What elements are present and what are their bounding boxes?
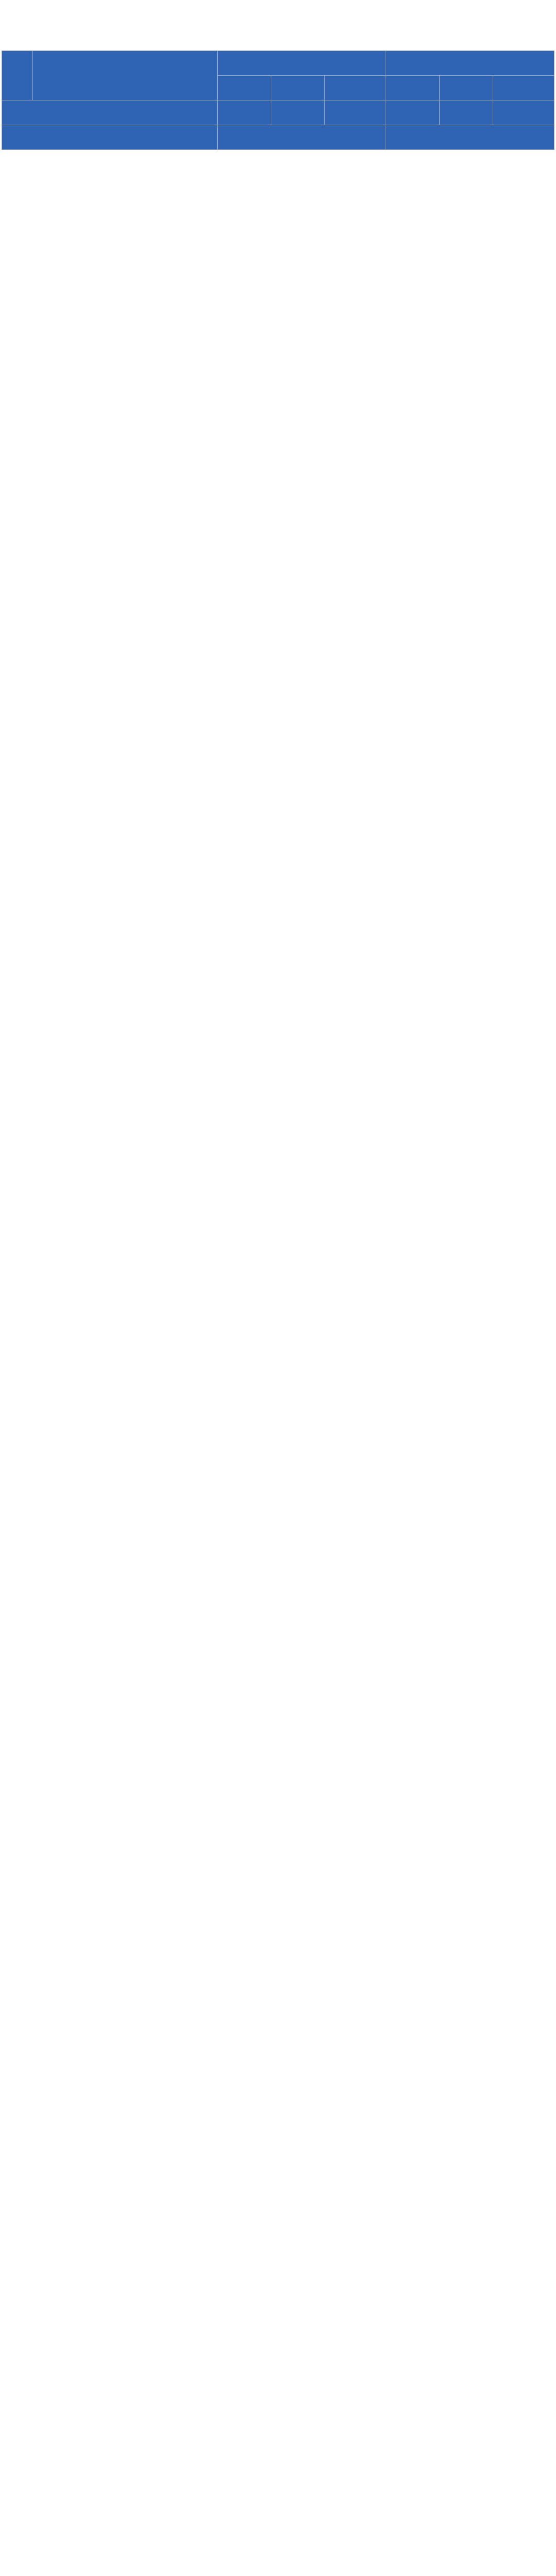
subtotal-2024-acd — [493, 100, 554, 125]
header-2025-d — [271, 76, 324, 100]
header-school — [32, 51, 217, 100]
header-no — [2, 51, 33, 100]
header-2025-ac — [217, 76, 271, 100]
header-2024 — [386, 51, 554, 76]
subtotal-2025-d — [271, 100, 324, 125]
header-2024-d — [439, 76, 493, 100]
total-2024 — [386, 125, 554, 150]
subtotal-2025-acd — [324, 100, 386, 125]
table-header — [2, 51, 554, 100]
header-2025 — [217, 51, 386, 76]
subtotal-2024-d — [439, 100, 493, 125]
quota-table — [2, 50, 554, 150]
subtotal-2024-ac — [386, 100, 439, 125]
total-label — [2, 125, 218, 150]
header-2024-ac — [386, 76, 439, 100]
header-2025-acd — [324, 76, 386, 100]
table-footer — [2, 100, 554, 150]
total-2025 — [217, 125, 386, 150]
page-title — [0, 0, 556, 50]
subtotal-label — [2, 100, 218, 125]
subtotal-2025-ac — [217, 100, 271, 125]
header-2024-acd — [493, 76, 554, 100]
